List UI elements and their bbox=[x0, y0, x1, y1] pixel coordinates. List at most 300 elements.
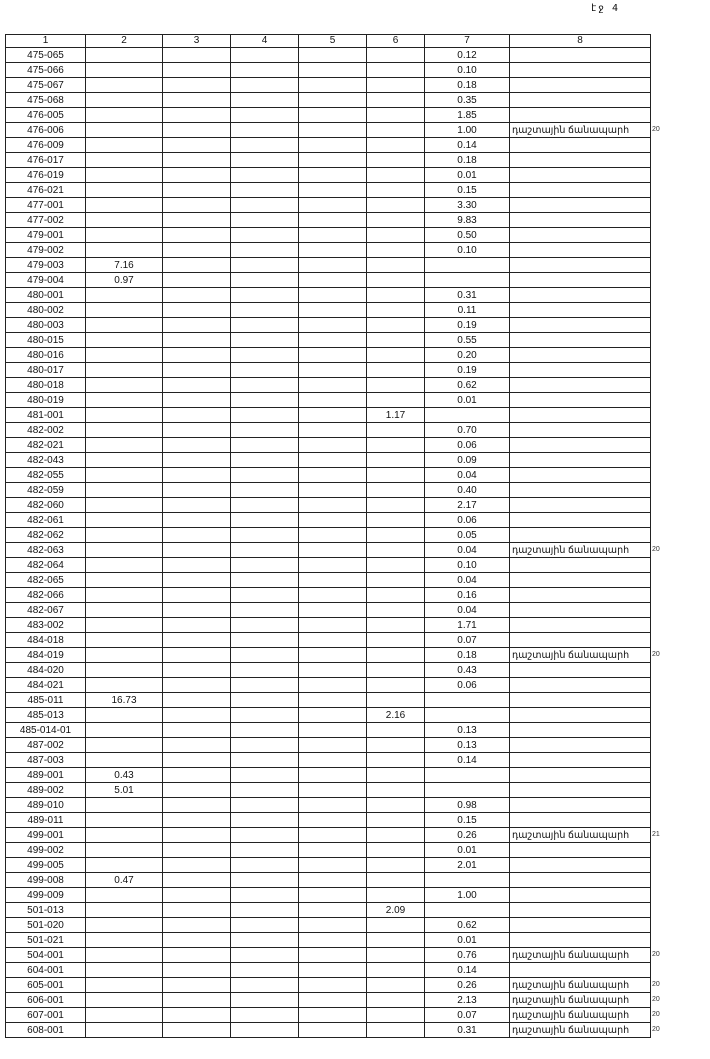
table-cell-col2 bbox=[86, 993, 163, 1008]
table-cell-col7: 0.50 bbox=[425, 228, 510, 243]
table-cell-col6 bbox=[367, 678, 425, 693]
table-cell-col6 bbox=[367, 663, 425, 678]
table-cell-col2 bbox=[86, 513, 163, 528]
table-cell-col2 bbox=[86, 468, 163, 483]
table-row bbox=[6, 1008, 651, 1023]
table-cell-col3 bbox=[163, 933, 231, 948]
table-cell-col2 bbox=[86, 1023, 163, 1038]
table-cell-col1: 482-065 bbox=[6, 573, 86, 588]
table-cell-col7: 0.98 bbox=[425, 798, 510, 813]
table-cell-col6 bbox=[367, 873, 425, 888]
table-cell-col7: 0.07 bbox=[425, 633, 510, 648]
table-cell-col5 bbox=[299, 633, 367, 648]
table-cell-col6 bbox=[367, 93, 425, 108]
table-cell-col2 bbox=[86, 573, 163, 588]
table-cell-col6 bbox=[367, 63, 425, 78]
table-cell-col4 bbox=[231, 498, 299, 513]
table-cell-col8 bbox=[510, 393, 651, 408]
table-cell-col6 bbox=[367, 108, 425, 123]
table-cell-col3 bbox=[163, 678, 231, 693]
table-cell-col2 bbox=[86, 528, 163, 543]
col-header-6: 6 bbox=[367, 35, 425, 48]
table-row bbox=[6, 933, 651, 948]
table-cell-col5 bbox=[299, 168, 367, 183]
table-cell-col6 bbox=[367, 498, 425, 513]
table-cell-col2 bbox=[86, 663, 163, 678]
table-cell-col7: 2.13 bbox=[425, 993, 510, 1008]
table-cell-col1: 480-003 bbox=[6, 318, 86, 333]
table-cell-col2 bbox=[86, 213, 163, 228]
table-cell-col7: 0.05 bbox=[425, 528, 510, 543]
table-cell-col7 bbox=[425, 873, 510, 888]
table-cell-col2 bbox=[86, 483, 163, 498]
col-header-7: 7 bbox=[425, 35, 510, 48]
table-cell-col6 bbox=[367, 1023, 425, 1038]
table-cell-col5 bbox=[299, 828, 367, 843]
table-cell-col2: 7.16 bbox=[86, 258, 163, 273]
table-cell-col3 bbox=[163, 723, 231, 738]
table-cell-col3 bbox=[163, 708, 231, 723]
table-cell-col5 bbox=[299, 138, 367, 153]
table-cell-col2: 16.73 bbox=[86, 693, 163, 708]
table-cell-col7: 0.10 bbox=[425, 558, 510, 573]
table-cell-col1: 482-062 bbox=[6, 528, 86, 543]
table-cell-col3 bbox=[163, 303, 231, 318]
table-cell-col1: 476-005 bbox=[6, 108, 86, 123]
table-cell-col8 bbox=[510, 153, 651, 168]
table-cell-col8 bbox=[510, 678, 651, 693]
table-cell-col6 bbox=[367, 228, 425, 243]
table-cell-col7 bbox=[425, 258, 510, 273]
table-cell-col7: 0.31 bbox=[425, 288, 510, 303]
table-cell-col3 bbox=[163, 573, 231, 588]
table-cell-col3 bbox=[163, 198, 231, 213]
table-cell-col7 bbox=[425, 273, 510, 288]
table-cell-col1: 475-068 bbox=[6, 93, 86, 108]
table-cell-col2 bbox=[86, 183, 163, 198]
table-row bbox=[6, 288, 651, 303]
table-cell-col5 bbox=[299, 228, 367, 243]
table-cell-col4 bbox=[231, 678, 299, 693]
table-row bbox=[6, 828, 651, 843]
table-cell-col3 bbox=[163, 243, 231, 258]
table-cell-col3 bbox=[163, 108, 231, 123]
table-cell-col8 bbox=[510, 243, 651, 258]
table-cell-col2 bbox=[86, 423, 163, 438]
table-cell-col4 bbox=[231, 873, 299, 888]
table-row bbox=[6, 813, 651, 828]
table-cell-col6 bbox=[367, 318, 425, 333]
table-cell-col7: 0.04 bbox=[425, 603, 510, 618]
table-row bbox=[6, 453, 651, 468]
table-cell-col4 bbox=[231, 213, 299, 228]
table-cell-col4 bbox=[231, 573, 299, 588]
table-cell-col6 bbox=[367, 648, 425, 663]
table-cell-col3 bbox=[163, 453, 231, 468]
table-cell-col8 bbox=[510, 603, 651, 618]
table-cell-col3 bbox=[163, 498, 231, 513]
table-cell-col3 bbox=[163, 378, 231, 393]
table-cell-col5 bbox=[299, 213, 367, 228]
margin-mark: 20 bbox=[652, 995, 660, 1003]
table-row bbox=[6, 333, 651, 348]
table-cell-col4 bbox=[231, 273, 299, 288]
table-cell-col7: 0.43 bbox=[425, 663, 510, 678]
table-cell-col5 bbox=[299, 618, 367, 633]
table-cell-col6 bbox=[367, 918, 425, 933]
table-cell-col1: 475-067 bbox=[6, 78, 86, 93]
table-cell-col6 bbox=[367, 138, 425, 153]
table-cell-col4 bbox=[231, 813, 299, 828]
table-cell-col2 bbox=[86, 558, 163, 573]
table-cell-col6 bbox=[367, 768, 425, 783]
table-cell-col5 bbox=[299, 258, 367, 273]
table-cell-col3 bbox=[163, 963, 231, 978]
table-cell-col6 bbox=[367, 198, 425, 213]
table-cell-col1: 480-017 bbox=[6, 363, 86, 378]
table-cell-col3 bbox=[163, 273, 231, 288]
table-cell-col5 bbox=[299, 798, 367, 813]
table-cell-col3 bbox=[163, 228, 231, 243]
table-cell-col4 bbox=[231, 648, 299, 663]
table-row bbox=[6, 228, 651, 243]
table-cell-col5 bbox=[299, 588, 367, 603]
table-cell-col4 bbox=[231, 963, 299, 978]
table-cell-col2 bbox=[86, 543, 163, 558]
table-cell-col5 bbox=[299, 753, 367, 768]
table-cell-col7: 2.17 bbox=[425, 498, 510, 513]
table-cell-col8: դաշտային ճանապարհ bbox=[510, 948, 651, 963]
table-cell-col1: 475-065 bbox=[6, 48, 86, 63]
table-row bbox=[6, 258, 651, 273]
table-cell-col3 bbox=[163, 693, 231, 708]
table-row bbox=[6, 363, 651, 378]
table-cell-col8 bbox=[510, 783, 651, 798]
table-cell-col3 bbox=[163, 48, 231, 63]
table-cell-col1: 480-016 bbox=[6, 348, 86, 363]
table-cell-col8 bbox=[510, 168, 651, 183]
margin-mark: 20 bbox=[652, 545, 660, 553]
table-cell-col8 bbox=[510, 633, 651, 648]
table-cell-col1: 477-002 bbox=[6, 213, 86, 228]
table-cell-col8 bbox=[510, 333, 651, 348]
table-cell-col2 bbox=[86, 63, 163, 78]
table-cell-col4 bbox=[231, 768, 299, 783]
table-cell-col7: 3.30 bbox=[425, 198, 510, 213]
table-cell-col6 bbox=[367, 573, 425, 588]
table-cell-col5 bbox=[299, 513, 367, 528]
table-cell-col6: 2.16 bbox=[367, 708, 425, 723]
table-cell-col3 bbox=[163, 513, 231, 528]
table-cell-col1: 479-001 bbox=[6, 228, 86, 243]
table-row bbox=[6, 753, 651, 768]
table-row bbox=[6, 963, 651, 978]
table-cell-col7: 0.13 bbox=[425, 738, 510, 753]
table-cell-col6 bbox=[367, 858, 425, 873]
table-row bbox=[6, 213, 651, 228]
table-cell-col8: դաշտային ճանապարհ bbox=[510, 648, 651, 663]
table-cell-col4 bbox=[231, 153, 299, 168]
table-row bbox=[6, 438, 651, 453]
table-cell-col1: 482-064 bbox=[6, 558, 86, 573]
table-cell-col8: դաշտային ճանապարհ bbox=[510, 543, 651, 558]
table-cell-col4 bbox=[231, 1008, 299, 1023]
table-row bbox=[6, 948, 651, 963]
table-cell-col8: դաշտային ճանապարհ bbox=[510, 123, 651, 138]
table-cell-col2 bbox=[86, 843, 163, 858]
table-cell-col6 bbox=[367, 453, 425, 468]
table-cell-col1: 476-021 bbox=[6, 183, 86, 198]
table-cell-col4 bbox=[231, 468, 299, 483]
table-cell-col5 bbox=[299, 123, 367, 138]
table-cell-col2 bbox=[86, 708, 163, 723]
table-cell-col7 bbox=[425, 708, 510, 723]
table-cell-col2 bbox=[86, 963, 163, 978]
table-cell-col1: 481-001 bbox=[6, 408, 86, 423]
table-cell-col1: 501-020 bbox=[6, 918, 86, 933]
table-cell-col3 bbox=[163, 168, 231, 183]
table-cell-col3 bbox=[163, 663, 231, 678]
table-cell-col8 bbox=[510, 423, 651, 438]
table-cell-col3 bbox=[163, 888, 231, 903]
table-cell-col1: 489-001 bbox=[6, 768, 86, 783]
table-cell-col8: դաշտային ճանապարհ bbox=[510, 1008, 651, 1023]
table-cell-col2 bbox=[86, 138, 163, 153]
table-cell-col2 bbox=[86, 858, 163, 873]
table-cell-col3 bbox=[163, 1008, 231, 1023]
table-cell-col8 bbox=[510, 183, 651, 198]
table-cell-col6 bbox=[367, 618, 425, 633]
table-cell-col6 bbox=[367, 393, 425, 408]
table-cell-col6 bbox=[367, 828, 425, 843]
table-cell-col8 bbox=[510, 363, 651, 378]
table-cell-col3 bbox=[163, 333, 231, 348]
table-cell-col2 bbox=[86, 633, 163, 648]
table-cell-col2 bbox=[86, 318, 163, 333]
table-cell-col3 bbox=[163, 603, 231, 618]
table-cell-col6 bbox=[367, 603, 425, 618]
table-row bbox=[6, 303, 651, 318]
table-cell-col5 bbox=[299, 438, 367, 453]
table-cell-col7: 0.06 bbox=[425, 678, 510, 693]
table-cell-col6 bbox=[367, 333, 425, 348]
table-cell-col5 bbox=[299, 948, 367, 963]
table-cell-col2 bbox=[86, 933, 163, 948]
table-cell-col4 bbox=[231, 888, 299, 903]
table-cell-col4 bbox=[231, 933, 299, 948]
table-cell-col7: 1.00 bbox=[425, 888, 510, 903]
table-cell-col7: 9.83 bbox=[425, 213, 510, 228]
table-cell-col7: 0.14 bbox=[425, 963, 510, 978]
table-row bbox=[6, 903, 651, 918]
table-cell-col4 bbox=[231, 918, 299, 933]
table-cell-col1: 489-010 bbox=[6, 798, 86, 813]
table-cell-col1: 482-060 bbox=[6, 498, 86, 513]
table-row bbox=[6, 978, 651, 993]
table-cell-col8 bbox=[510, 213, 651, 228]
table-cell-col2 bbox=[86, 648, 163, 663]
table-cell-col1: 482-063 bbox=[6, 543, 86, 558]
table-cell-col1: 607-001 bbox=[6, 1008, 86, 1023]
table-cell-col8 bbox=[510, 63, 651, 78]
table-row bbox=[6, 603, 651, 618]
table-cell-col6 bbox=[367, 633, 425, 648]
table-cell-col3 bbox=[163, 1023, 231, 1038]
table-cell-col2 bbox=[86, 378, 163, 393]
table-cell-col1: 499-002 bbox=[6, 843, 86, 858]
table-cell-col3 bbox=[163, 873, 231, 888]
table-cell-col2 bbox=[86, 798, 163, 813]
table-cell-col8 bbox=[510, 318, 651, 333]
table-cell-col8 bbox=[510, 453, 651, 468]
table-cell-col5 bbox=[299, 498, 367, 513]
table-cell-col4 bbox=[231, 633, 299, 648]
table-cell-col4 bbox=[231, 228, 299, 243]
table-cell-col1: 479-003 bbox=[6, 258, 86, 273]
table-cell-col1: 484-018 bbox=[6, 633, 86, 648]
margin-mark: 21 bbox=[652, 830, 660, 838]
table-cell-col2 bbox=[86, 978, 163, 993]
table-cell-col1: 476-017 bbox=[6, 153, 86, 168]
table-cell-col5 bbox=[299, 183, 367, 198]
margin-mark: 20 bbox=[652, 980, 660, 988]
col-header-8: 8 bbox=[510, 35, 651, 48]
table-cell-col5 bbox=[299, 48, 367, 63]
table-cell-col5 bbox=[299, 813, 367, 828]
table-cell-col2 bbox=[86, 168, 163, 183]
table-cell-col8 bbox=[510, 723, 651, 738]
table-cell-col7: 0.62 bbox=[425, 918, 510, 933]
table-cell-col8 bbox=[510, 888, 651, 903]
table-cell-col8 bbox=[510, 303, 651, 318]
table-cell-col1: 482-067 bbox=[6, 603, 86, 618]
table-cell-col2 bbox=[86, 1008, 163, 1023]
table-cell-col8 bbox=[510, 108, 651, 123]
table-cell-col8 bbox=[510, 708, 651, 723]
table-cell-col1: 485-011 bbox=[6, 693, 86, 708]
table-cell-col5 bbox=[299, 63, 367, 78]
col-header-5: 5 bbox=[299, 35, 367, 48]
table-cell-col3 bbox=[163, 828, 231, 843]
table-cell-col6 bbox=[367, 888, 425, 903]
table-row bbox=[6, 348, 651, 363]
table-cell-col8 bbox=[510, 48, 651, 63]
table-cell-col6 bbox=[367, 723, 425, 738]
table-cell-col3 bbox=[163, 138, 231, 153]
table-cell-col6 bbox=[367, 963, 425, 978]
table-row bbox=[6, 198, 651, 213]
table-cell-col1: 485-014-01 bbox=[6, 723, 86, 738]
table-cell-col8 bbox=[510, 843, 651, 858]
table-cell-col3 bbox=[163, 183, 231, 198]
col-header-2: 2 bbox=[86, 35, 163, 48]
table-cell-col5 bbox=[299, 843, 367, 858]
table-cell-col3 bbox=[163, 783, 231, 798]
table-cell-col7: 0.13 bbox=[425, 723, 510, 738]
table-cell-col2 bbox=[86, 288, 163, 303]
table-cell-col3 bbox=[163, 393, 231, 408]
table-cell-col4 bbox=[231, 543, 299, 558]
table-cell-col6 bbox=[367, 783, 425, 798]
table-cell-col8: դաշտային ճանապարհ bbox=[510, 993, 651, 1008]
table-row bbox=[6, 558, 651, 573]
table-cell-col8 bbox=[510, 738, 651, 753]
table-cell-col1: 484-019 bbox=[6, 648, 86, 663]
table-cell-col3 bbox=[163, 63, 231, 78]
table-row bbox=[6, 108, 651, 123]
table-cell-col1: 482-059 bbox=[6, 483, 86, 498]
table-row bbox=[6, 633, 651, 648]
table-cell-col3 bbox=[163, 858, 231, 873]
table-row bbox=[6, 153, 651, 168]
margin-mark: 20 bbox=[652, 125, 660, 133]
table-cell-col6 bbox=[367, 813, 425, 828]
table-cell-col6 bbox=[367, 978, 425, 993]
table-row bbox=[6, 423, 651, 438]
table-cell-col7: 0.07 bbox=[425, 1008, 510, 1023]
table-row bbox=[6, 768, 651, 783]
table-cell-col8 bbox=[510, 693, 651, 708]
table-cell-col2 bbox=[86, 888, 163, 903]
table-cell-col5 bbox=[299, 333, 367, 348]
table-cell-col7 bbox=[425, 783, 510, 798]
table-cell-col1: 475-066 bbox=[6, 63, 86, 78]
table-cell-col4 bbox=[231, 183, 299, 198]
table-row bbox=[6, 183, 651, 198]
table-cell-col1: 479-004 bbox=[6, 273, 86, 288]
table-cell-col1: 482-066 bbox=[6, 588, 86, 603]
table-row bbox=[6, 243, 651, 258]
table-cell-col1: 489-002 bbox=[6, 783, 86, 798]
table-cell-col1: 476-009 bbox=[6, 138, 86, 153]
table-cell-col2 bbox=[86, 348, 163, 363]
table-cell-col7: 0.18 bbox=[425, 78, 510, 93]
table-cell-col4 bbox=[231, 603, 299, 618]
table-cell-col5 bbox=[299, 708, 367, 723]
table-cell-col1: 499-001 bbox=[6, 828, 86, 843]
table-cell-col8: դաշտային ճանապարհ bbox=[510, 978, 651, 993]
land-parcel-table bbox=[5, 34, 651, 1038]
table-cell-col7: 0.18 bbox=[425, 648, 510, 663]
table-cell-col4 bbox=[231, 138, 299, 153]
table-cell-col4 bbox=[231, 1023, 299, 1038]
table-cell-col7: 0.01 bbox=[425, 393, 510, 408]
table-cell-col3 bbox=[163, 648, 231, 663]
table-cell-col4 bbox=[231, 753, 299, 768]
table-cell-col5 bbox=[299, 933, 367, 948]
table-cell-col4 bbox=[231, 948, 299, 963]
table-cell-col5 bbox=[299, 978, 367, 993]
table-cell-col8 bbox=[510, 903, 651, 918]
table-cell-col2 bbox=[86, 498, 163, 513]
table-cell-col3 bbox=[163, 543, 231, 558]
table-cell-col1: 499-009 bbox=[6, 888, 86, 903]
table-cell-col6 bbox=[367, 258, 425, 273]
table-row bbox=[6, 378, 651, 393]
margin-mark: 20 bbox=[652, 1010, 660, 1018]
table-cell-col4 bbox=[231, 108, 299, 123]
table-cell-col5 bbox=[299, 108, 367, 123]
table-cell-col4 bbox=[231, 588, 299, 603]
table-cell-col1: 604-001 bbox=[6, 963, 86, 978]
table-cell-col7: 0.76 bbox=[425, 948, 510, 963]
table-cell-col2 bbox=[86, 918, 163, 933]
table-cell-col6 bbox=[367, 528, 425, 543]
table-cell-col8 bbox=[510, 573, 651, 588]
table-cell-col3 bbox=[163, 813, 231, 828]
table-cell-col2 bbox=[86, 453, 163, 468]
table-cell-col6 bbox=[367, 468, 425, 483]
